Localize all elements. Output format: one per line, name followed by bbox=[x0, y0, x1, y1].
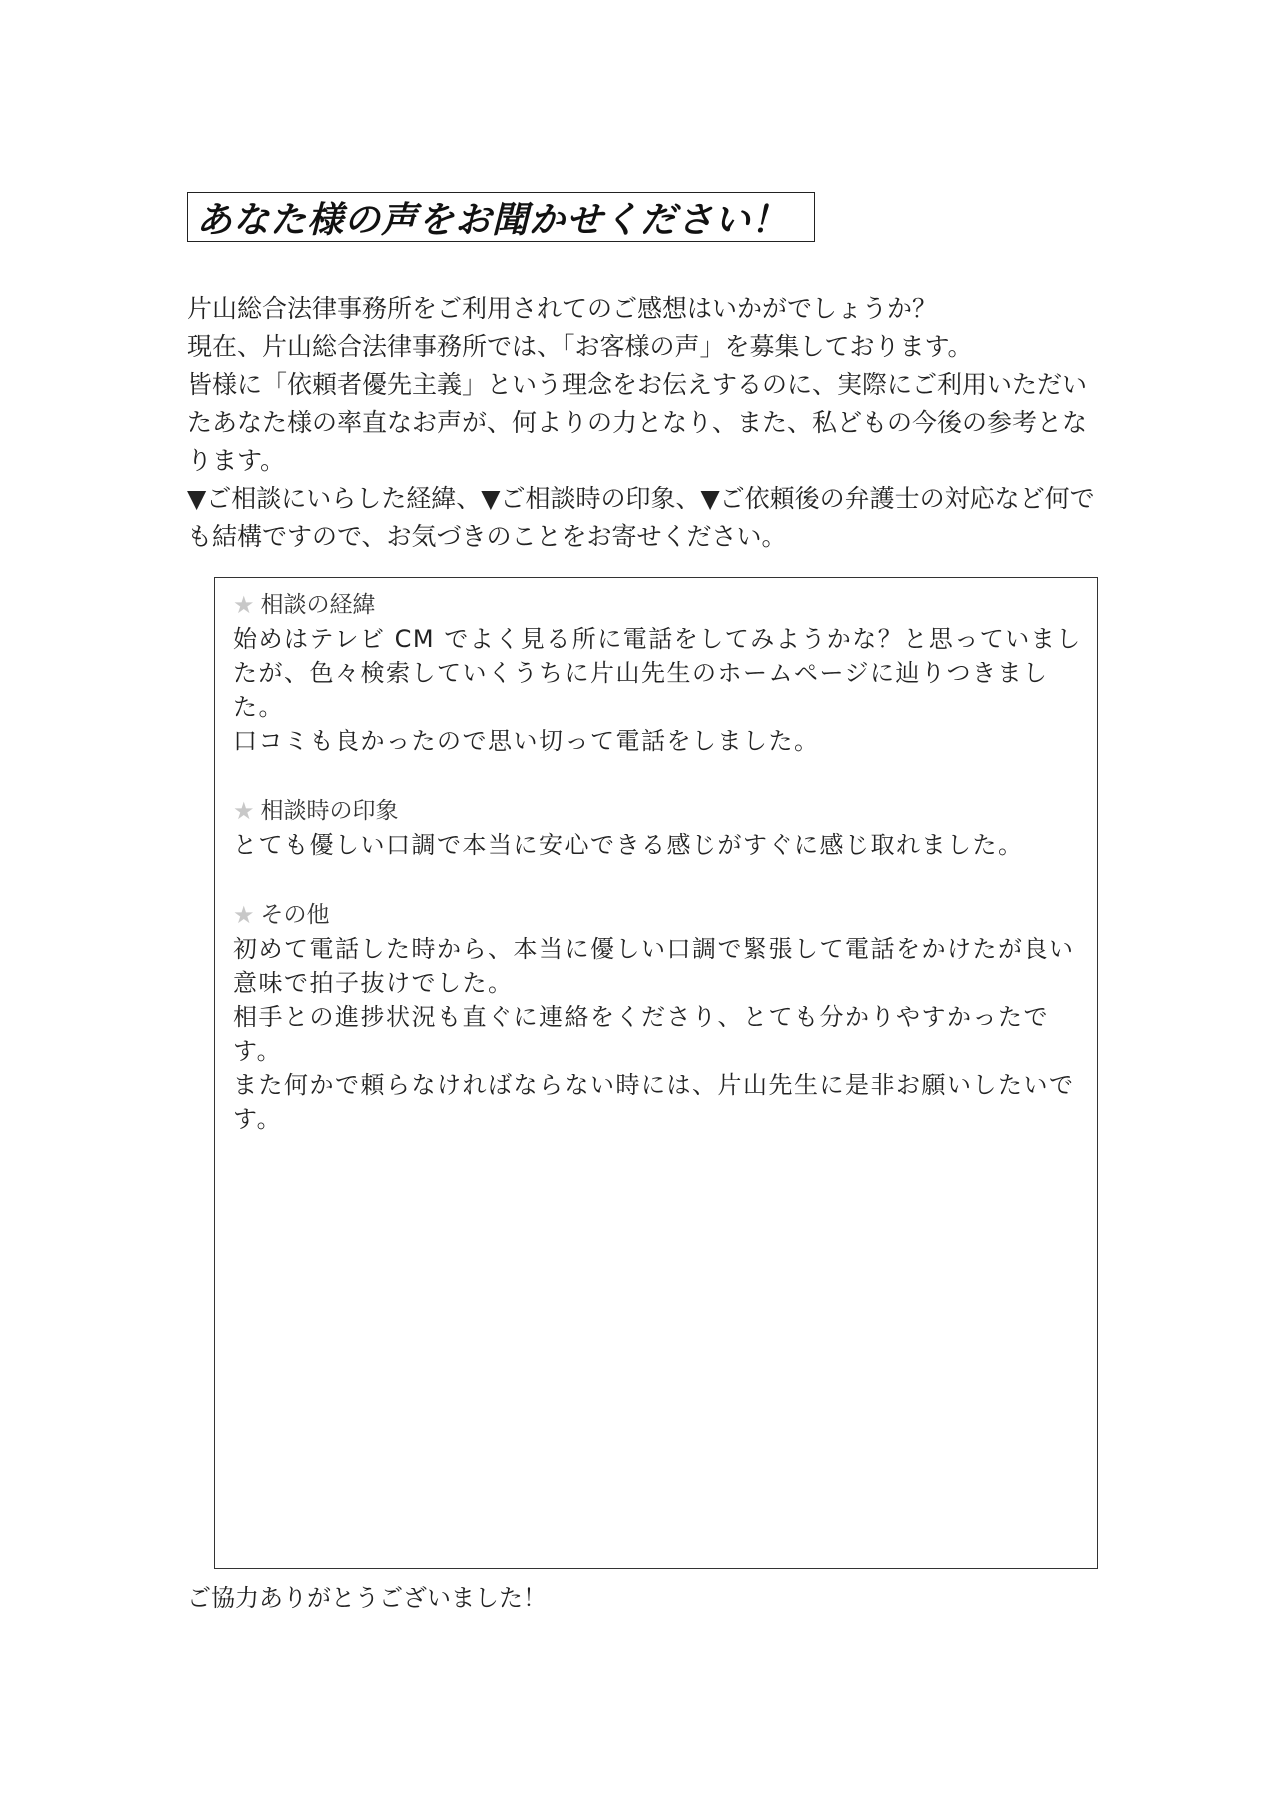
section-heading: 相談時の印象 bbox=[260, 798, 399, 824]
intro-paragraph: 片山総合法律事務所をご利用されてのご感想はいかがでしょうか？ bbox=[187, 294, 938, 323]
intro-text bbox=[187, 290, 1107, 556]
section-heading-row bbox=[233, 794, 1083, 828]
page-title: あなた様の声をお聞かせください！ bbox=[196, 199, 789, 241]
section-heading-row bbox=[233, 898, 1083, 932]
section-heading: その他 bbox=[260, 902, 330, 928]
section-background bbox=[233, 588, 1083, 758]
star-icon: ★ bbox=[233, 591, 255, 619]
section-text: とても優しい口調で本当に安心できる感じがすぐに感じ取れました。 bbox=[233, 831, 1024, 859]
section-text: 口コミも良かったので思い切って電話をしました。 bbox=[233, 727, 820, 755]
section-text: 初めて電話した時から、本当に優しい口調で緊張して電話をかけたが良い意味で拍子抜けでした。 bbox=[233, 935, 1075, 997]
section-impression bbox=[233, 794, 1083, 862]
section-body bbox=[233, 622, 1083, 758]
section-heading: 相談の経緯 bbox=[260, 592, 376, 618]
section-text: また何かで頼らなければならない時には、片山先生に是非お願いしたいです。 bbox=[233, 1071, 1075, 1133]
feedback-box bbox=[214, 577, 1098, 1569]
star-icon: ★ bbox=[233, 901, 255, 929]
intro-paragraph: 現在、片山総合法律事務所では、「お客様の声」を募集しております。 bbox=[187, 332, 973, 361]
star-icon: ★ bbox=[233, 797, 255, 825]
section-body bbox=[233, 828, 1083, 862]
section-other bbox=[233, 898, 1083, 1136]
closing-message: ご協力ありがとうございました！ bbox=[187, 1584, 547, 1612]
section-body bbox=[233, 932, 1083, 1136]
section-text: 相手との進捗状況も直ぐに連絡をくださり、とても分かりやすかったです。 bbox=[233, 1003, 1049, 1065]
page-title-box bbox=[187, 192, 815, 242]
intro-paragraph: ▼ご相談にいらした経緯、▼ご相談時の印象、▼ご依頼後の弁護士の対応など何でも結構ですので、お気づきのことをお寄せください。 bbox=[187, 484, 1095, 551]
intro-paragraph: 皆様に「依頼者優先主義」という理念をお伝えするのに、実際にご利用いただいたあなた様の率直なお声が、何よりの力となり、また、私どもの今後の参考となります。 bbox=[187, 370, 1088, 475]
section-heading-row bbox=[233, 588, 1083, 622]
section-text: 始めはテレビ CM でよく見る所に電話をしてみようかな？と思っていましたが、色々検索していくうちに片山先生のホームページに辿りつきました。 bbox=[233, 625, 1082, 721]
